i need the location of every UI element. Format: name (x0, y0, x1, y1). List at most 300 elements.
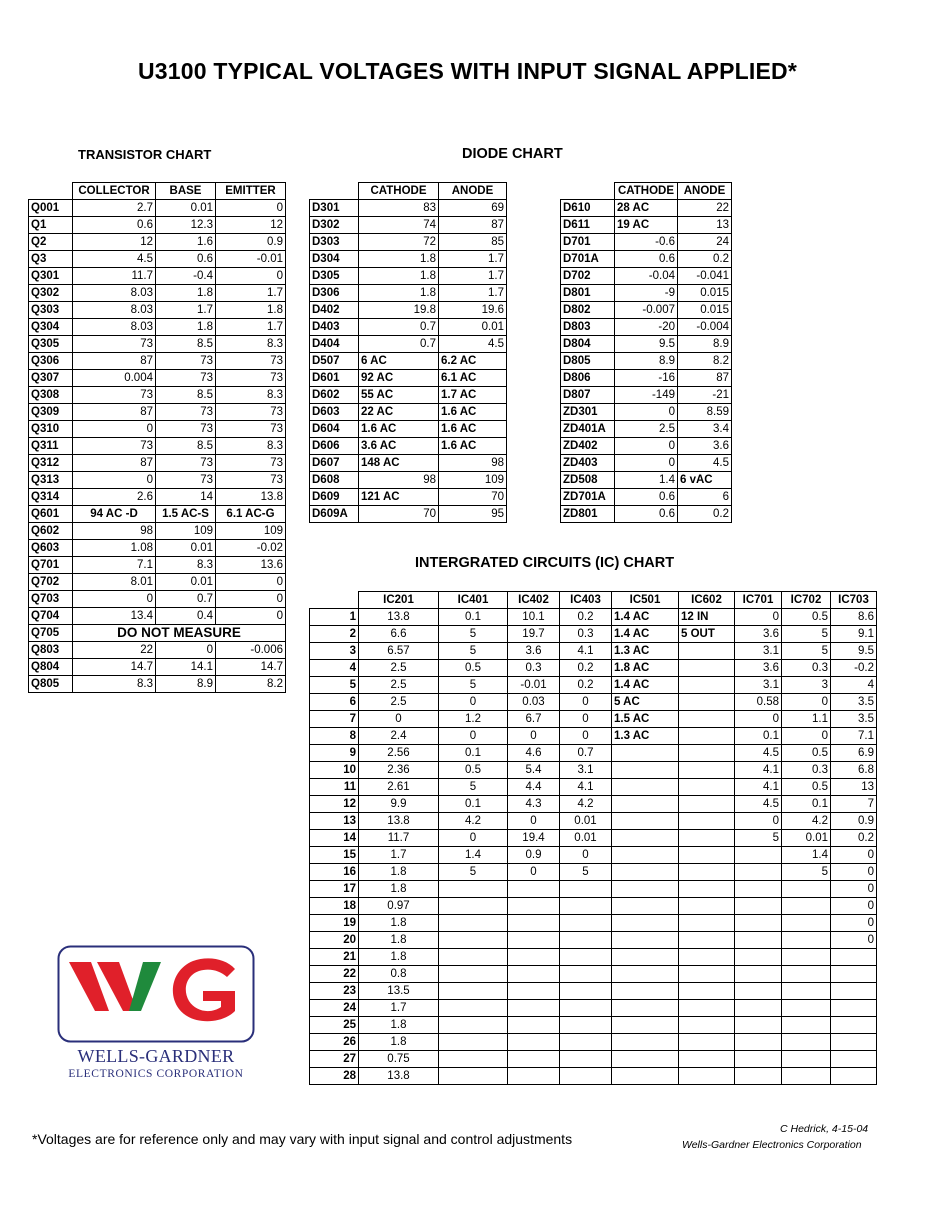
voltage-cell: 8.3 (156, 557, 216, 574)
voltage-cell: 0.5 (439, 660, 508, 677)
table-row (561, 200, 732, 217)
voltage-cell: 14.7 (216, 659, 286, 676)
voltage-cell: 0.1 (439, 796, 508, 813)
voltage-cell: 109 (439, 472, 507, 489)
transistor-id: Q301 (29, 268, 73, 285)
voltage-cell: 0.2 (560, 609, 612, 626)
pin-number: 1 (310, 609, 359, 626)
pin-number: 26 (310, 1034, 359, 1051)
voltage-cell: 1.8 (359, 251, 439, 268)
voltage-cell: 19.8 (359, 302, 439, 319)
voltage-cell (612, 762, 679, 779)
pin-number: 22 (310, 966, 359, 983)
voltage-cell (560, 1000, 612, 1017)
table-row (310, 285, 507, 302)
voltage-cell: 1.5 AC (612, 711, 679, 728)
voltage-cell (679, 983, 735, 1000)
table-row (310, 472, 507, 489)
voltage-cell: 13.8 (359, 1068, 439, 1085)
voltage-cell: 0.01 (156, 200, 216, 217)
diode-id: D403 (310, 319, 359, 336)
table-row (29, 251, 286, 268)
voltage-cell: 95 (439, 506, 507, 523)
voltage-cell: 5.4 (508, 762, 560, 779)
voltage-cell: 0.004 (73, 370, 156, 387)
voltage-cell: 5 (439, 643, 508, 660)
voltage-cell (735, 898, 782, 915)
diode-id: ZD402 (561, 438, 615, 455)
voltage-cell: 0 (615, 438, 678, 455)
diode-id: D610 (561, 200, 615, 217)
voltage-cell (508, 1034, 560, 1051)
voltage-cell: 73 (156, 472, 216, 489)
transistor-id: Q1 (29, 217, 73, 234)
table-row (310, 1051, 877, 1068)
voltage-cell: 1.8 (359, 881, 439, 898)
table-row (310, 1017, 877, 1034)
voltage-cell: -0.004 (678, 319, 732, 336)
pin-number: 19 (310, 915, 359, 932)
voltage-cell (560, 1051, 612, 1068)
table-row (310, 949, 877, 966)
diode-id: D804 (561, 336, 615, 353)
voltage-cell: -9 (615, 285, 678, 302)
voltage-cell (679, 898, 735, 915)
voltage-cell: 1.4 AC (612, 609, 679, 626)
voltage-cell: 13.8 (359, 609, 439, 626)
table-row (310, 302, 507, 319)
column-header: IC402 (508, 592, 560, 609)
voltage-cell (735, 1034, 782, 1051)
column-header: IC401 (439, 592, 508, 609)
pin-number: 17 (310, 881, 359, 898)
voltage-cell: 8.6 (831, 609, 877, 626)
table-row (561, 319, 732, 336)
table-row (29, 285, 286, 302)
voltage-cell: 4.1 (560, 643, 612, 660)
voltage-cell: 0.3 (782, 660, 831, 677)
voltage-cell: 0.75 (359, 1051, 439, 1068)
voltage-cell: 22 (678, 200, 732, 217)
voltage-cell: 6 AC (359, 353, 439, 370)
transistor-id: Q702 (29, 574, 73, 591)
diode-id: D404 (310, 336, 359, 353)
transistor-table (28, 182, 286, 693)
voltage-cell: 1.8 (359, 949, 439, 966)
voltage-cell (439, 983, 508, 1000)
voltage-cell: 13 (831, 779, 877, 796)
voltage-cell: 0 (560, 847, 612, 864)
diode-id: ZD801 (561, 506, 615, 523)
voltage-cell: 1.7 (439, 251, 507, 268)
column-header: BASE (156, 183, 216, 200)
voltage-cell (508, 949, 560, 966)
voltage-cell: 3.6 (735, 660, 782, 677)
table-row (310, 387, 507, 404)
voltage-cell: 0.01 (439, 319, 507, 336)
table-row (310, 1068, 877, 1085)
transistor-id: Q703 (29, 591, 73, 608)
table-row (310, 609, 877, 626)
voltage-cell: 73 (156, 421, 216, 438)
voltage-cell: 1.6 (156, 234, 216, 251)
voltage-cell (439, 932, 508, 949)
voltage-cell (735, 881, 782, 898)
table-row (310, 932, 877, 949)
voltage-cell: 8.5 (156, 438, 216, 455)
pin-number: 2 (310, 626, 359, 643)
voltage-cell (439, 1051, 508, 1068)
voltage-cell: 0.03 (508, 694, 560, 711)
voltage-cell: 1.7 (216, 319, 286, 336)
voltage-cell (612, 915, 679, 932)
transistor-id: Q314 (29, 489, 73, 506)
voltage-cell: 4.5 (439, 336, 507, 353)
table-row (561, 302, 732, 319)
ic-table (309, 591, 877, 1085)
voltage-cell: 0.1 (782, 796, 831, 813)
voltage-cell: 7.1 (831, 728, 877, 745)
voltage-cell: -0.2 (831, 660, 877, 677)
voltage-cell (508, 1068, 560, 1085)
table-row (29, 387, 286, 404)
voltage-cell (782, 1017, 831, 1034)
column-header: COLLECTOR (73, 183, 156, 200)
diode-id: D301 (310, 200, 359, 217)
voltage-cell: 11.7 (73, 268, 156, 285)
voltage-cell (612, 881, 679, 898)
voltage-cell: 8.03 (73, 302, 156, 319)
voltage-cell: 0 (735, 813, 782, 830)
column-header: IC703 (831, 592, 877, 609)
transistor-id: Q311 (29, 438, 73, 455)
table-row (561, 438, 732, 455)
voltage-cell: -0.01 (508, 677, 560, 694)
voltage-cell: 3.1 (560, 762, 612, 779)
pin-number: 28 (310, 1068, 359, 1085)
voltage-cell: 3.4 (678, 421, 732, 438)
voltage-cell: 8.03 (73, 285, 156, 302)
voltage-cell: 73 (216, 455, 286, 472)
voltage-cell: 2.7 (73, 200, 156, 217)
transistor-id: Q3 (29, 251, 73, 268)
voltage-cell: 5 (439, 626, 508, 643)
voltage-cell: 0.5 (782, 745, 831, 762)
table-row (29, 540, 286, 557)
voltage-cell (560, 949, 612, 966)
voltage-cell (560, 881, 612, 898)
table-row (310, 830, 877, 847)
voltage-cell (612, 779, 679, 796)
voltage-cell: -0.4 (156, 268, 216, 285)
transistor-id: Q602 (29, 523, 73, 540)
voltage-cell: 24 (678, 234, 732, 251)
column-header: IC403 (560, 592, 612, 609)
voltage-cell (612, 1051, 679, 1068)
table-row (29, 506, 286, 523)
voltage-cell: 0.01 (782, 830, 831, 847)
voltage-cell (735, 983, 782, 1000)
diode-id: D304 (310, 251, 359, 268)
table-row (310, 200, 507, 217)
voltage-cell: 13.8 (359, 813, 439, 830)
pin-number: 16 (310, 864, 359, 881)
pin-number: 27 (310, 1051, 359, 1068)
table-row (310, 694, 877, 711)
voltage-cell: 0.4 (156, 608, 216, 625)
table-row (310, 745, 877, 762)
voltage-cell: 0 (439, 694, 508, 711)
voltage-cell: 1.4 (439, 847, 508, 864)
voltage-cell: 19.4 (508, 830, 560, 847)
voltage-cell: 0 (735, 711, 782, 728)
voltage-cell: 3.1 (735, 643, 782, 660)
pin-number: 4 (310, 660, 359, 677)
voltage-cell: -21 (678, 387, 732, 404)
author-credit: C Hedrick, 4-15-04 (780, 1123, 869, 1135)
voltage-cell: 0.9 (216, 234, 286, 251)
voltage-cell: 8.3 (216, 336, 286, 353)
transistor-id: Q705 (29, 625, 73, 642)
voltage-cell: 1.2 (439, 711, 508, 728)
logo-company-name: WELLS-GARDNER (77, 1046, 235, 1066)
voltage-cell (560, 1068, 612, 1085)
table-row (29, 557, 286, 574)
voltage-cell: 1.6 AC (439, 438, 507, 455)
table-row (561, 387, 732, 404)
voltage-cell: 8.03 (73, 319, 156, 336)
diode-id: D604 (310, 421, 359, 438)
voltage-cell (508, 966, 560, 983)
voltage-cell: 55 AC (359, 387, 439, 404)
voltage-cell: 4.1 (735, 762, 782, 779)
pin-number: 21 (310, 949, 359, 966)
voltage-cell: 0 (735, 609, 782, 626)
voltage-cell (831, 983, 877, 1000)
voltage-cell: 4.3 (508, 796, 560, 813)
voltage-cell: 6.2 AC (439, 353, 507, 370)
voltage-cell: 2.6 (73, 489, 156, 506)
company-credit: Wells-Gardner Electronics Corporation (682, 1139, 862, 1151)
voltage-cell: 0.9 (508, 847, 560, 864)
voltage-cell: 19.6 (439, 302, 507, 319)
voltage-cell: 73 (216, 404, 286, 421)
voltage-cell (612, 966, 679, 983)
voltage-cell: 4 (831, 677, 877, 694)
table-row (29, 591, 286, 608)
table-row (29, 472, 286, 489)
voltage-cell: 0 (216, 200, 286, 217)
transistor-id: Q307 (29, 370, 73, 387)
voltage-cell (439, 881, 508, 898)
voltage-cell (735, 915, 782, 932)
voltage-cell: 0.3 (782, 762, 831, 779)
voltage-cell (439, 1068, 508, 1085)
voltage-cell: 0 (508, 728, 560, 745)
table-row (29, 455, 286, 472)
voltage-cell: 1.6 AC (439, 421, 507, 438)
transistor-id: Q312 (29, 455, 73, 472)
voltage-cell (782, 1034, 831, 1051)
voltage-cell (831, 1051, 877, 1068)
transistor-id: Q001 (29, 200, 73, 217)
diode-id: D609 (310, 489, 359, 506)
voltage-cell: 0.9 (831, 813, 877, 830)
voltage-cell: 8.01 (73, 574, 156, 591)
voltage-cell: -0.01 (216, 251, 286, 268)
pin-number: 10 (310, 762, 359, 779)
voltage-cell: 2.5 (615, 421, 678, 438)
column-header: IC602 (679, 592, 735, 609)
pin-number: 8 (310, 728, 359, 745)
voltage-cell: 6.1 AC-G (216, 506, 286, 523)
voltage-cell: 4.1 (560, 779, 612, 796)
voltage-cell: 70 (439, 489, 507, 506)
voltage-cell: 3.5 (831, 694, 877, 711)
table-row (561, 472, 732, 489)
voltage-cell: 0.2 (560, 677, 612, 694)
voltage-cell (735, 847, 782, 864)
voltage-cell: 6 vAC (678, 472, 732, 489)
voltage-cell: 2.36 (359, 762, 439, 779)
voltage-cell: 8.5 (156, 387, 216, 404)
table-row (310, 251, 507, 268)
voltage-cell: 0.6 (615, 251, 678, 268)
voltage-cell (508, 881, 560, 898)
voltage-cell: 2.56 (359, 745, 439, 762)
table-row (310, 847, 877, 864)
voltage-cell: 73 (156, 353, 216, 370)
voltage-cell: 5 AC (612, 694, 679, 711)
voltage-cell: 87 (73, 455, 156, 472)
voltage-cell (439, 1000, 508, 1017)
transistor-id: Q308 (29, 387, 73, 404)
voltage-cell: 1.7 (156, 302, 216, 319)
table-row (310, 489, 507, 506)
voltage-cell: 0 (216, 591, 286, 608)
voltage-cell: 8.9 (678, 336, 732, 353)
voltage-cell (679, 932, 735, 949)
voltage-cell: 4.2 (782, 813, 831, 830)
table-row (561, 336, 732, 353)
voltage-cell: 74 (359, 217, 439, 234)
voltage-cell: 9.1 (831, 626, 877, 643)
voltage-cell: 0 (831, 915, 877, 932)
voltage-cell: 1.7 (439, 268, 507, 285)
voltage-cell (735, 1017, 782, 1034)
voltage-cell (679, 864, 735, 881)
voltage-cell: -0.007 (615, 302, 678, 319)
voltage-cell (679, 915, 735, 932)
table-row (561, 234, 732, 251)
diode-id: D303 (310, 234, 359, 251)
voltage-cell: 12.3 (156, 217, 216, 234)
voltage-cell: 5 OUT (679, 626, 735, 643)
transistor-id: Q701 (29, 557, 73, 574)
voltage-cell: 19 AC (615, 217, 678, 234)
voltage-cell (831, 949, 877, 966)
voltage-cell (782, 898, 831, 915)
table-row (310, 1000, 877, 1017)
table-row (29, 421, 286, 438)
voltage-cell (439, 966, 508, 983)
voltage-cell: 0 (615, 455, 678, 472)
voltage-cell (735, 1051, 782, 1068)
transistor-chart-heading: TRANSISTOR CHART (78, 147, 212, 162)
table-row (29, 523, 286, 540)
voltage-cell: 4.2 (560, 796, 612, 813)
voltage-cell (612, 983, 679, 1000)
voltage-cell: 13.8 (216, 489, 286, 506)
voltage-cell: 0.3 (508, 660, 560, 677)
voltage-cell: 69 (439, 200, 507, 217)
transistor-id: Q305 (29, 336, 73, 353)
voltage-cell (560, 932, 612, 949)
voltage-cell: 0.1 (439, 745, 508, 762)
voltage-cell: 4.6 (508, 745, 560, 762)
diode-id: D611 (561, 217, 615, 234)
voltage-cell (679, 728, 735, 745)
voltage-cell: 5 (439, 677, 508, 694)
voltage-cell: 5 (782, 626, 831, 643)
voltage-cell: 98 (359, 472, 439, 489)
voltage-cell (612, 932, 679, 949)
table-row (561, 353, 732, 370)
voltage-cell: 1.8 (359, 864, 439, 881)
table-row (29, 489, 286, 506)
voltage-cell: 1.7 (439, 285, 507, 302)
pin-number: 15 (310, 847, 359, 864)
voltage-cell: 0 (560, 711, 612, 728)
voltage-cell: -16 (615, 370, 678, 387)
table-row (310, 217, 507, 234)
voltage-cell: 22 (73, 642, 156, 659)
voltage-cell (735, 966, 782, 983)
voltage-cell (439, 949, 508, 966)
voltage-cell: 73 (216, 421, 286, 438)
table-row (561, 506, 732, 523)
voltage-cell (508, 898, 560, 915)
voltage-cell: 4.2 (439, 813, 508, 830)
voltage-cell: 13 (678, 217, 732, 234)
voltage-cell (612, 949, 679, 966)
diode-id: D607 (310, 455, 359, 472)
table-row (310, 234, 507, 251)
voltage-cell: 0.7 (359, 319, 439, 336)
voltage-cell: 2.4 (359, 728, 439, 745)
voltage-cell: 0 (73, 591, 156, 608)
voltage-cell (560, 1034, 612, 1051)
pin-number: 23 (310, 983, 359, 1000)
voltage-cell: 0.8 (359, 966, 439, 983)
voltage-cell: 8.3 (73, 676, 156, 693)
table-row (310, 813, 877, 830)
voltage-cell: 0.5 (782, 779, 831, 796)
voltage-cell (439, 898, 508, 915)
voltage-cell: 70 (359, 506, 439, 523)
pin-number: 12 (310, 796, 359, 813)
table-row (310, 438, 507, 455)
voltage-cell: 0.7 (156, 591, 216, 608)
wells-gardner-logo (57, 945, 255, 1043)
voltage-cell (679, 1017, 735, 1034)
voltage-cell: -149 (615, 387, 678, 404)
diode-id: D702 (561, 268, 615, 285)
voltage-cell (612, 1017, 679, 1034)
voltage-cell: 73 (73, 336, 156, 353)
voltage-cell: 0.01 (156, 540, 216, 557)
voltage-cell (679, 745, 735, 762)
